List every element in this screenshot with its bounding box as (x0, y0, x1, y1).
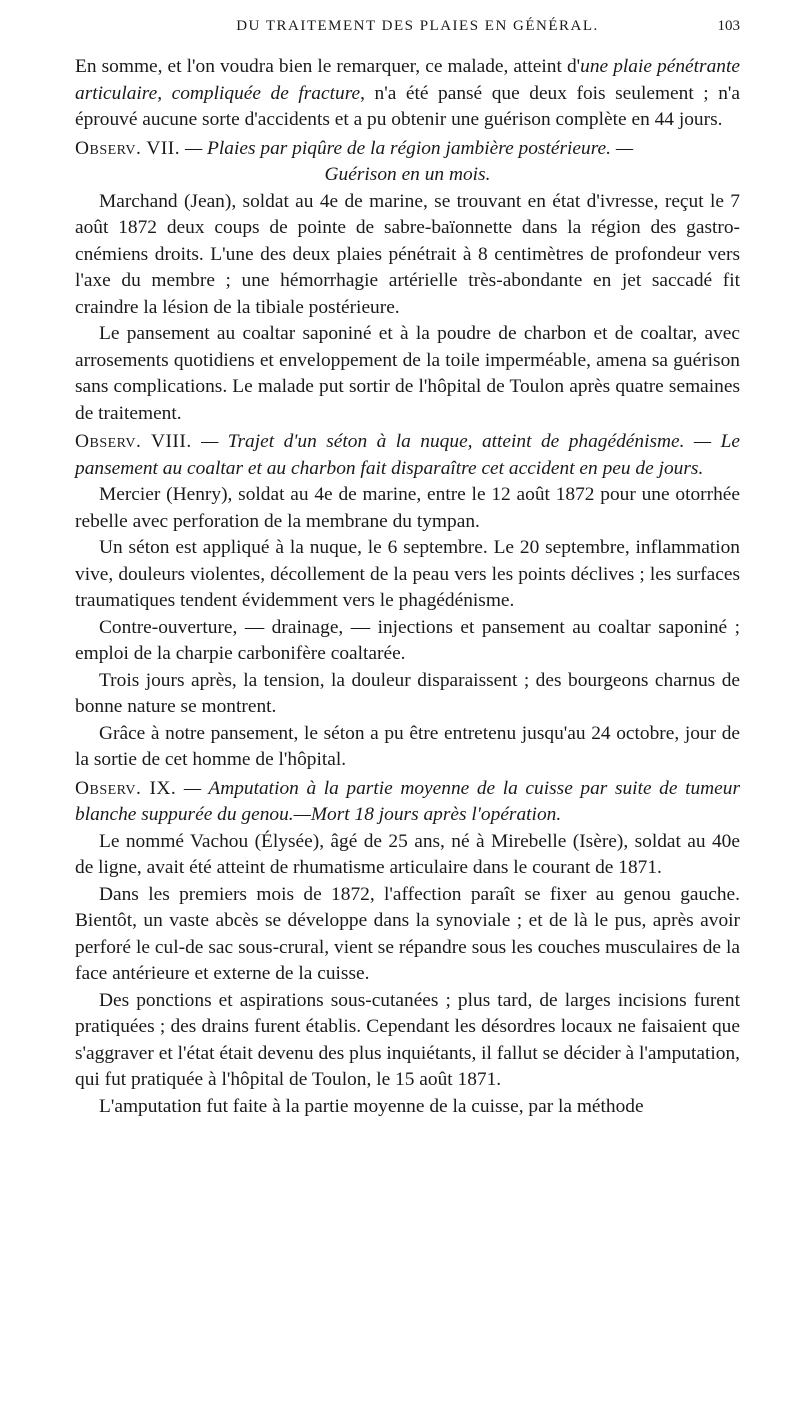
observation-title: — Plaies par piqûre de la région jambière postérieure. — (180, 137, 634, 159)
observation-heading-9 (75, 776, 740, 829)
observation-heading-8 (75, 429, 740, 482)
running-title: DU TRAITEMENT DES PLAIES EN GÉNÉRAL. (236, 18, 599, 34)
paragraph: Un séton est appliqué à la nuque, le 6 septembre. Le 20 septembre, inflammation vive, douleurs violentes, décollement de la peau vers les points déclives ; les surfaces traumatiques tendent évidemment vers le phagédénisme. (75, 537, 740, 611)
observation-subtitle: Guérison en un mois. (324, 164, 491, 185)
paragraph: Des ponctions et aspirations sous-cutanées ; plus tard, de larges incisions furent pratiquées ; des drains furent établis. Cependant les désordres locaux ne faisaient que s'aggraver et l'état était devenu des plus inquiétants, il fallut se décider à l'amputation, qui fut pratiquée à l'hôpital de Toulon, le 15 août 1871. (75, 989, 740, 1090)
intro-emphasis: une plaie pénétrante articulaire, compliquée de fracture (75, 56, 740, 104)
page-body (75, 54, 740, 1120)
intro-text-a: En somme, et l'on voudra bien le remarquer, ce malade, atteint d' (75, 56, 581, 77)
paragraph: Marchand (Jean), soldat au 4e de marine, se trouvant en état d'ivresse, reçut le 7 août 1872 deux coups de pointe de sabre-baïonnette dans la région des gastro-cnémiens droits. L'une des deux plaies pénétrait à 8 centimètres de profondeur vers l'axe du membre ; une hémorrhagie artérielle très-abondante en jet saccadé fit craindre la lésion de la tibiale postérieure. (75, 190, 740, 318)
intro-paragraph (75, 54, 740, 134)
paragraph: Trois jours après, la tension, la douleur disparaissent ; des bourgeons charnus de bonne nature se montrent. (75, 669, 740, 717)
paragraph: Dans les premiers mois de 1872, l'affection paraît se fixer au genou gauche. Bientôt, un vaste abcès se développe dans la synoviale ; et de là le pus, après avoir perforé le cul-de sac sous-crural, vient se répandre sous les couches musculaires de la face antérieure et externe de la cuisse. (75, 883, 740, 984)
observation-title: — Amputation à la partie moyenne de la cuisse par suite de tumeur blanche suppurée du genou.—Mort 18 jours après l'opération. (75, 777, 740, 825)
paragraph: Mercier (Henry), soldat au 4e de marine, entre le 12 août 1872 pour une otorrhée rebelle avec perforation de la membrane du tympan. (75, 484, 740, 532)
running-header (75, 18, 740, 44)
paragraph: Contre-ouverture, — drainage, — injections et pansement au coaltar saponiné ; emploi de la charpie carbonifère coaltarée. (75, 616, 740, 664)
paragraph: Grâce à notre pansement, le séton a pu être entretenu jusqu'au 24 octobre, jour de la sortie de cet homme de l'hôpital. (75, 722, 740, 770)
observation-title: — Trajet d'un séton à la nuque, atteint de phagédénisme. — Le pansement au coaltar et au charbon fait disparaître cet accident en peu de jours. (75, 431, 740, 479)
observation-number: Observ. VII. (75, 137, 181, 159)
paragraph: L'amputation fut faite à la partie moyenne de la cuisse, par la méthode (99, 1095, 644, 1117)
page-number: 103 (717, 18, 740, 34)
observation-number: Observ. IX. (75, 777, 177, 799)
intro-text-b: , n'a été pansé que deux fois seulement ; n'a éprouvé aucune sorte d'accidents et a pu obtenir une guérison complète en 44 jours. (75, 82, 740, 130)
paragraph: Le nommé Vachou (Élysée), âgé de 25 ans, né à Mirebelle (Isère), soldat au 40e de ligne, avait été atteint de rhumatisme articulaire dans le courant de 1871. (75, 830, 740, 878)
observation-heading-7 (75, 136, 740, 189)
observation-number: Observ. VIII. (75, 431, 192, 452)
paragraph: Le pansement au coaltar saponiné et à la poudre de charbon et de coaltar, avec arrosements quotidiens et enveloppement de la toile imperméable, amena sa guérison sans complications. Le malade put sortir de l'hôpital de Toulon après quatre semaines de traitement. (75, 323, 740, 424)
